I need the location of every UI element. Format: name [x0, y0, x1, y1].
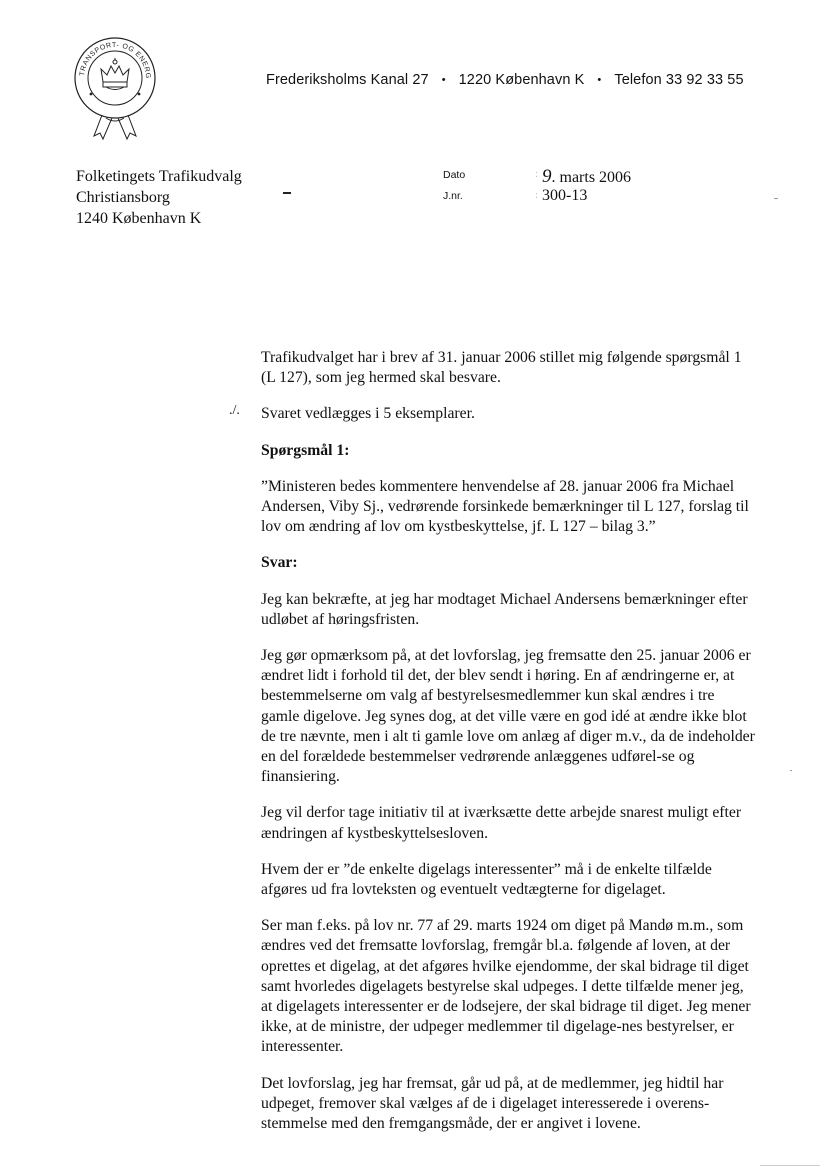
ministry-seal-logo [70, 36, 160, 146]
answer-paragraph: Det lovforslag, jeg har fremsat, går ud på, at de medlemmer, jeg hidtil har udpeget, fremover skal vælges af de i digelaget interesserede i overens-stemmelse med den fremgangsmåde, der er angivet i lovene. [261, 1074, 724, 1133]
enclosure-mark: ./. [229, 403, 240, 418]
bullet-separator: • [597, 74, 602, 86]
answer-paragraph: Jeg gør opmærksom på, at det lovforslag, jeg fremsatte den 25. januar 2006 er ændret lidt i forhold til det, der blev sendt i høring. En af ændringerne er, at bestemmelserne om valg af bestyrelsesmedlemmer kun skal ændres i tre gamle digelove. Jeg synes dog, at det ville være en god idé at ændre ikke blot de tre nævnte, men i alt ti gamle love om anlæg af diger m.v., da de indeholder en del forældede bestemmelser vedrørende anlæggenes udførel-se og finansiering. [261, 647, 755, 786]
letterhead-address-line [266, 72, 744, 88]
date-month-year: . marts 2006 [551, 169, 632, 186]
date-value [542, 166, 631, 188]
postal-address: 1220 København K [458, 72, 585, 88]
journal-colon: : [535, 189, 539, 201]
enclosure-paragraph: Svaret vedlægges i 5 eksemplarer. [261, 405, 475, 423]
journal-label: J.nr. [443, 190, 463, 202]
scan-speck [760, 1165, 820, 1166]
question-heading: Spørgsmål 1: [261, 441, 350, 459]
answer-paragraph: Jeg vil derfor tage initiativ til at iværksætte dette arbejde snarest muligt efter ændringen af kystbeskyttelsesloven. [261, 804, 742, 842]
phone-number: Telefon 33 92 33 55 [614, 72, 744, 88]
question-text: ”Ministeren bedes kommentere henvendelse af 28. januar 2006 fra Michael Andersen, Viby Sj., vedrørende forsinkede bemærkninger til L 127, forslag til lov om ændring af lov om kystbeskyttelse, jf. L 127 – bilag 3.” [261, 477, 749, 536]
handwritten-day: 9 [542, 166, 552, 187]
recipient-building: Christiansborg [76, 189, 170, 206]
recipient-name: Folketingets Trafikudvalg [76, 168, 242, 185]
date-colon: : [535, 168, 539, 180]
dash-mark [283, 192, 291, 194]
letter-body [261, 348, 755, 1134]
answer-paragraph: Jeg kan bekræfte, at jeg har modtaget Michael Andersens bemærkninger efter udløbet af høringsfristen. [261, 590, 748, 628]
intro-paragraph: Trafikudvalget har i brev af 31. januar 2006 stillet mig følgende spørgsmål 1 (L 127), som jeg hermed skal besvare. [261, 349, 742, 387]
recipient-city: 1240 København K [76, 210, 202, 227]
recipient-address-block [76, 166, 242, 229]
svg-text:TRANSPORT- OG ENERGIMINISTERIE: TRANSPORT- OG ENERG [79, 41, 152, 80]
answer-paragraph: Ser man f.eks. på lov nr. 77 af 29. marts 1924 om diget på Mandø m.m., som ændres ved det fremsatte lovforslag, fremgår bl.a. følgende af loven, at der oprettes et digelag, at det afgøres hvilke ejendomme, der skal bidrage til diget samt hvorledes digelagets bestyrelse skal udpeges. I dette tilfælde mener jeg, at digelagets interessenter er de lodsejere, der skal bidrage til diget. Jeg mener ikke, at de ministre, der udpeger medlemmer til digelage-nes bestyrelser, er interessenter. [261, 917, 751, 1056]
answer-paragraph: Hvem der er ”de enkelte digelags interessenter” må i de enkelte tilfælde afgøres ud fra lovteksten og eventuelt vedtægterne for digelaget. [261, 860, 712, 899]
scan-speck [790, 770, 792, 771]
bullet-separator: • [441, 74, 446, 86]
journal-number: 300-13 [542, 187, 588, 204]
answer-heading: Svar: [261, 554, 298, 572]
street-address: Frederiksholms Kanal 27 [266, 72, 429, 88]
date-label: Dato [443, 169, 466, 181]
scan-speck [774, 198, 778, 199]
